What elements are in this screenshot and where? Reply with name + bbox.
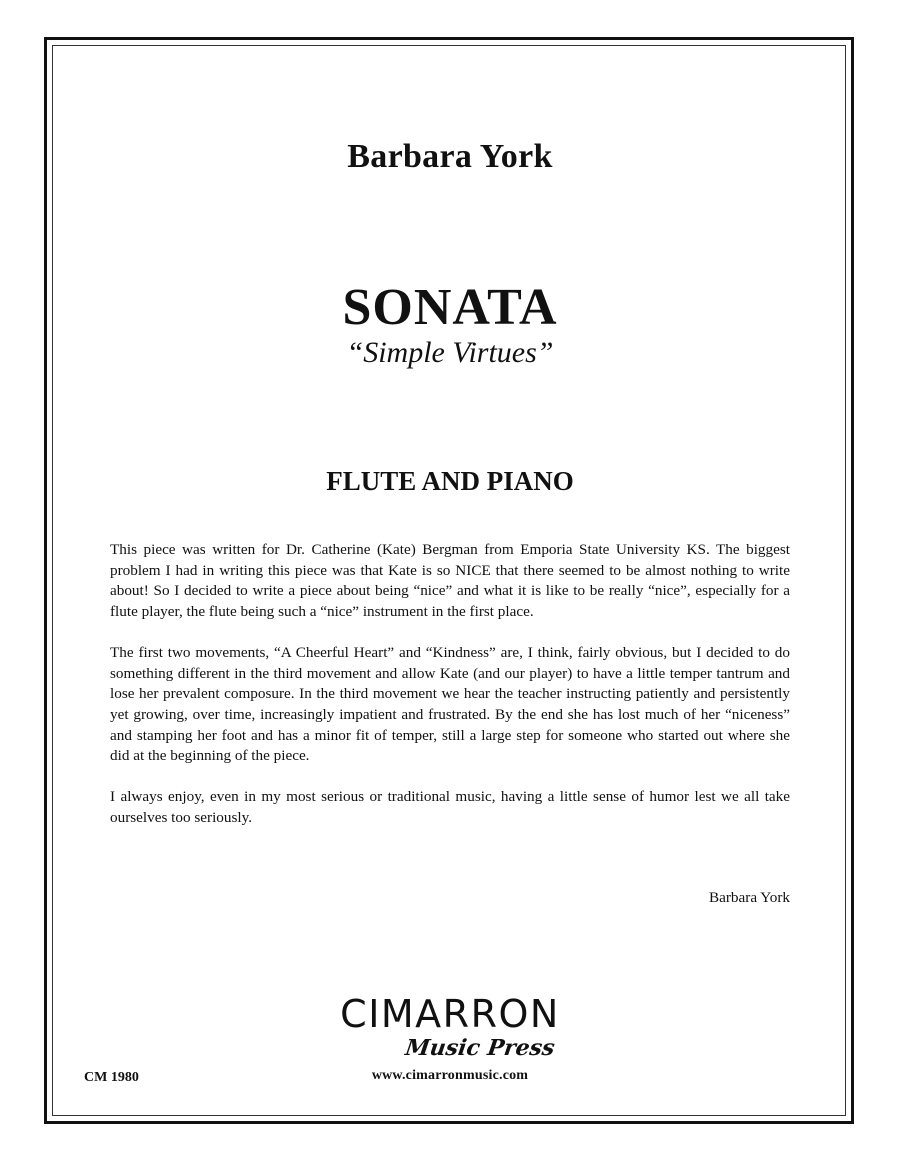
instrumentation: FLUTE AND PIANO xyxy=(326,466,574,496)
publisher-logo-main: CIMARRON xyxy=(340,992,560,1036)
publisher-logo-sub: Music Press xyxy=(403,1035,557,1061)
publisher-website: www.cimarronmusic.com xyxy=(371,1068,529,1083)
notes-paragraph-2: The first two movements, “A Cheerful Heart” and “Kindness” are, I think, fairly obvious, but I decided to do something different in the third movement and allow Kate (and our player) to have a little temper tantrum and lose her prevalent composure. In the third movement we hear the teacher instructing patiently and persistently yet growing, over time, increasingly impatient and frustrated. By the end she has lost much of her “niceness” and stamping her foot and has a minor fit of temper, still a large step for someone who started out where she did at the beginning of the piece. xyxy=(110,643,790,765)
publisher-logo xyxy=(300,992,600,1060)
work-subtitle: “Simple Virtues” xyxy=(346,336,554,369)
work-title: SONATA xyxy=(342,279,558,336)
program-notes xyxy=(110,540,790,848)
catalog-number: CM 1980 xyxy=(84,1070,139,1085)
notes-paragraph-1: This piece was written for Dr. Catherine (Kate) Bergman from Emporia State University KS. The biggest problem I had in writing this piece was that Kate is so NICE that there seemed to be almost nothing to write about! So I decided to write a piece about being “nice” and what it is like to be really “nice”, especially for a flute player, the flute being such a “nice” instrument in the first place. xyxy=(110,541,790,621)
notes-paragraph-3: I always enjoy, even in my most serious or traditional music, having a little sense of humor lest we all take ourselves too seriously. xyxy=(110,788,790,826)
notes-signature: Barbara York xyxy=(709,889,790,906)
composer-name: Barbara York xyxy=(347,138,553,175)
